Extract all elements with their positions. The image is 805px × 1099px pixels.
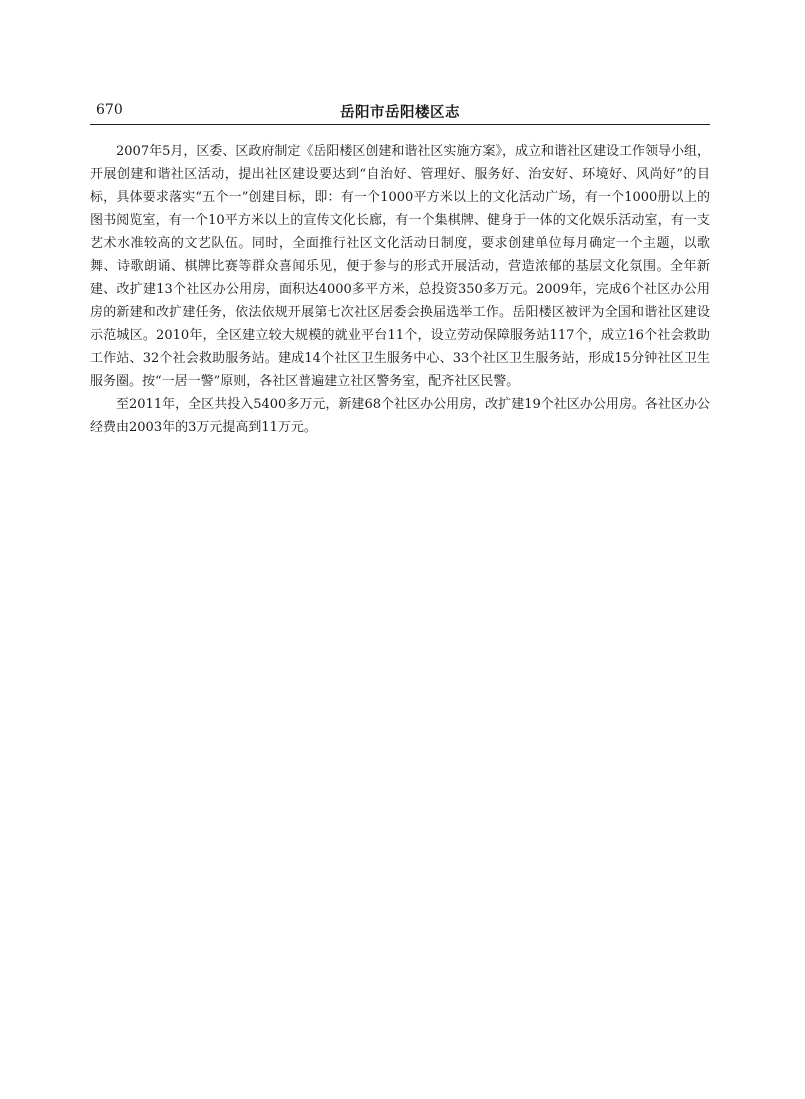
page-header (90, 98, 710, 125)
page-number: 670 (96, 102, 123, 118)
body-text (90, 140, 710, 439)
paragraph: 2007年5月，区委、区政府制定《岳阳楼区创建和谐社区实施方案》，成立和谐社区建设工作领导小组，开展创建和谐社区活动，提出社区建设要达到“自治好、管理好、服务好、治安好、环境好、风尚好”的目标，具体要求落实“五个一”创建目标，即：有一个1000平方米以上的文化活动广场，有一个1000册以上的图书阅览室，有一个10平方米以上的宣传文化长廊，有一个集棋牌、健身于一体的文化娱乐活动室，有一支艺术水准较高的文艺队伍。同时，全面推行社区文化活动日制度，要求创建单位每月确定一个主题，以歌舞、诗歌朗诵、棋牌比赛等群众喜闻乐见，便于参与的形式开展活动，营造浓郁的基层文化氛围。全年新建、改扩建13个社区办公用房，面积达4000多平方米，总投资350多万元。2009年，完成6个社区办公用房的新建和改扩建任务，依法依规开展第七次社区居委会换届选举工作。岳阳楼区被评为全国和谐社区建设示范城区。2010年，全区建立较大规模的就业平台11个，设立劳动保障服务站117个，成立16个社会救助工作站、32个社会救助服务站。建成14个社区卫生服务中心、33个社区卫生服务站，形成15分钟社区卫生服务圈。按“一居一警”原则，各社区普遍建立社区警务室，配齐社区民警。 (90, 144, 710, 389)
paragraph: 至2011年，全区共投入5400多万元，新建68个社区办公用房，改扩建19个社区办公用房。各社区办公经费由2003年的3万元提高到11万元。 (90, 397, 710, 435)
running-title: 岳阳市岳阳楼区志 (340, 105, 460, 121)
